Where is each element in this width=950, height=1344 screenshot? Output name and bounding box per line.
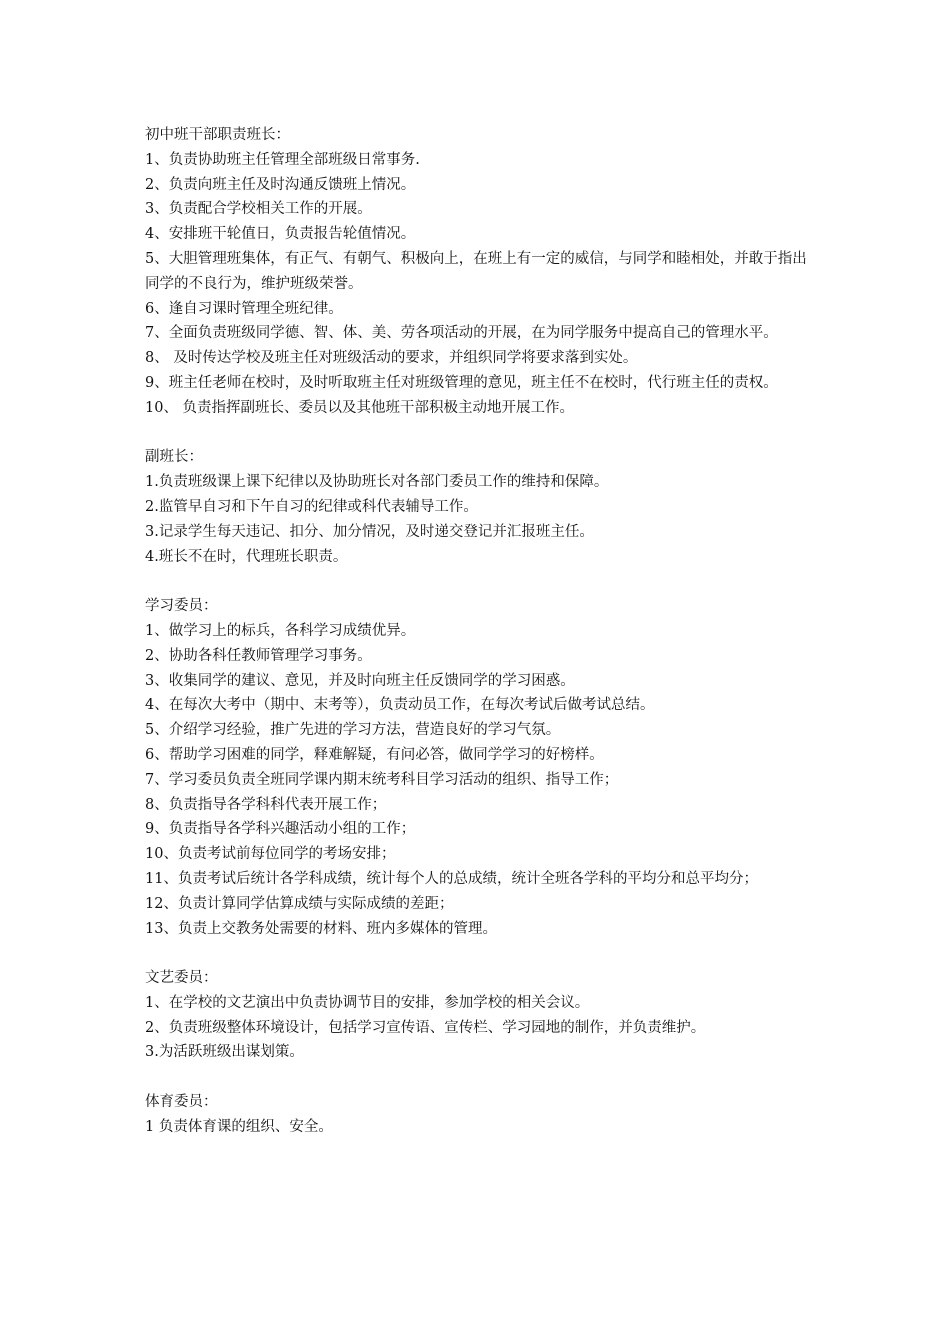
list-item: 4、在每次大考中（期中、末考等），负责动员工作，在每次考试后做考试总结。 (145, 697, 655, 714)
list-item: 8、 及时传达学校及班主任对班级活动的要求，并组织同学将要求落到实处。 (145, 350, 638, 367)
list-item: 1 负责体育课的组织、安全。 (145, 1118, 333, 1135)
list-item: 3、负责配合学校相关工作的开展。 (145, 201, 372, 218)
list-item: 7、学习委员负责全班同学课内期末统考科目学习活动的组织、指导工作； (145, 771, 619, 788)
list-item: 10、 负责指挥副班长、委员以及其他班干部积极主动地开展工作。 (145, 399, 575, 416)
list-item: 9、负责指导各学科兴趣活动小组的工作； (145, 821, 416, 838)
section-vice-monitor (145, 445, 810, 569)
list-item: 10、负责考试前每位同学的考场安排； (145, 846, 396, 863)
list-item: 1、做学习上的标兵，各科学习成绩优异。 (145, 622, 416, 639)
list-item: 6、帮助学习困难的同学，释难解疑，有问必答，做同学学习的好榜样。 (145, 746, 604, 763)
section-heading: 体育委员： (145, 1094, 218, 1111)
list-item: 3.为活跃班级出谋划策。 (145, 1044, 304, 1061)
section-heading: 文艺委员： (145, 970, 218, 987)
list-item: 7、全面负责班级同学德、智、体、美、劳各项活动的开展，在为同学服务中提高自己的管理水平。 (145, 325, 778, 342)
list-item: 5、大胆管理班集体，有正气、有朝气、积极向上，在班上有一定的威信，与同学和睦相处，并敢于指出同学的不良行为，维护班级荣誉。 (145, 250, 807, 292)
list-item: 1.负责班级课上课下纪律以及协助班长对各部门委员工作的维持和保障。 (145, 474, 609, 491)
list-item: 11、负责考试后统计各学科成绩，统计每个人的总成绩，统计全班各学科的平均分和总平均分； (145, 870, 758, 887)
list-item: 9、班主任老师在校时，及时听取班主任对班级管理的意见，班主任不在校时，代行班主任的责权。 (145, 374, 778, 391)
list-item: 1、负责协助班主任管理全部班级日常事务. (145, 151, 420, 168)
list-item: 13、负责上交教务处需要的材料、班内多媒体的管理。 (145, 920, 497, 937)
section-class-monitor (145, 123, 810, 421)
section-sports-committee (145, 1090, 810, 1140)
list-item: 3、收集同学的建议、意见，并及时向班主任反馈同学的学习困惑。 (145, 672, 575, 689)
list-item: 4、安排班干轮值日，负责报告轮值情况。 (145, 226, 416, 243)
list-item: 4.班长不在时，代理班长职责。 (145, 548, 348, 565)
section-heading: 初中班干部职责班长： (145, 127, 290, 143)
list-item: 2.监管早自习和下午自习的纪律或科代表辅导工作。 (145, 498, 478, 515)
list-item: 3.记录学生每天违记、扣分、加分情况，及时递交登记并汇报班主任。 (145, 523, 594, 540)
list-item: 2、协助各科任教师管理学习事务。 (145, 647, 372, 664)
list-item: 5、介绍学习经验，推广先进的学习方法，营造良好的学习气氛。 (145, 722, 561, 739)
section-study-committee (145, 594, 810, 941)
list-item: 1、在学校的文艺演出中负责协调节目的安排，参加学校的相关会议。 (145, 994, 590, 1011)
list-item: 6、逢自习课时管理全班纪律。 (145, 300, 343, 317)
list-item: 12、负责计算同学估算成绩与实际成绩的差距； (145, 895, 454, 912)
list-item: 8、负责指导各学科科代表开展工作； (145, 796, 387, 813)
section-heading: 学习委员： (145, 598, 218, 615)
section-arts-committee (145, 966, 810, 1065)
list-item: 2、负责向班主任及时沟通反馈班上情况。 (145, 176, 416, 193)
list-item: 2、负责班级整体环境设计，包括学习宣传语、宣传栏、学习园地的制作，并负责维护。 (145, 1019, 706, 1036)
section-heading: 副班长： (145, 449, 203, 466)
document-body (145, 123, 810, 1140)
